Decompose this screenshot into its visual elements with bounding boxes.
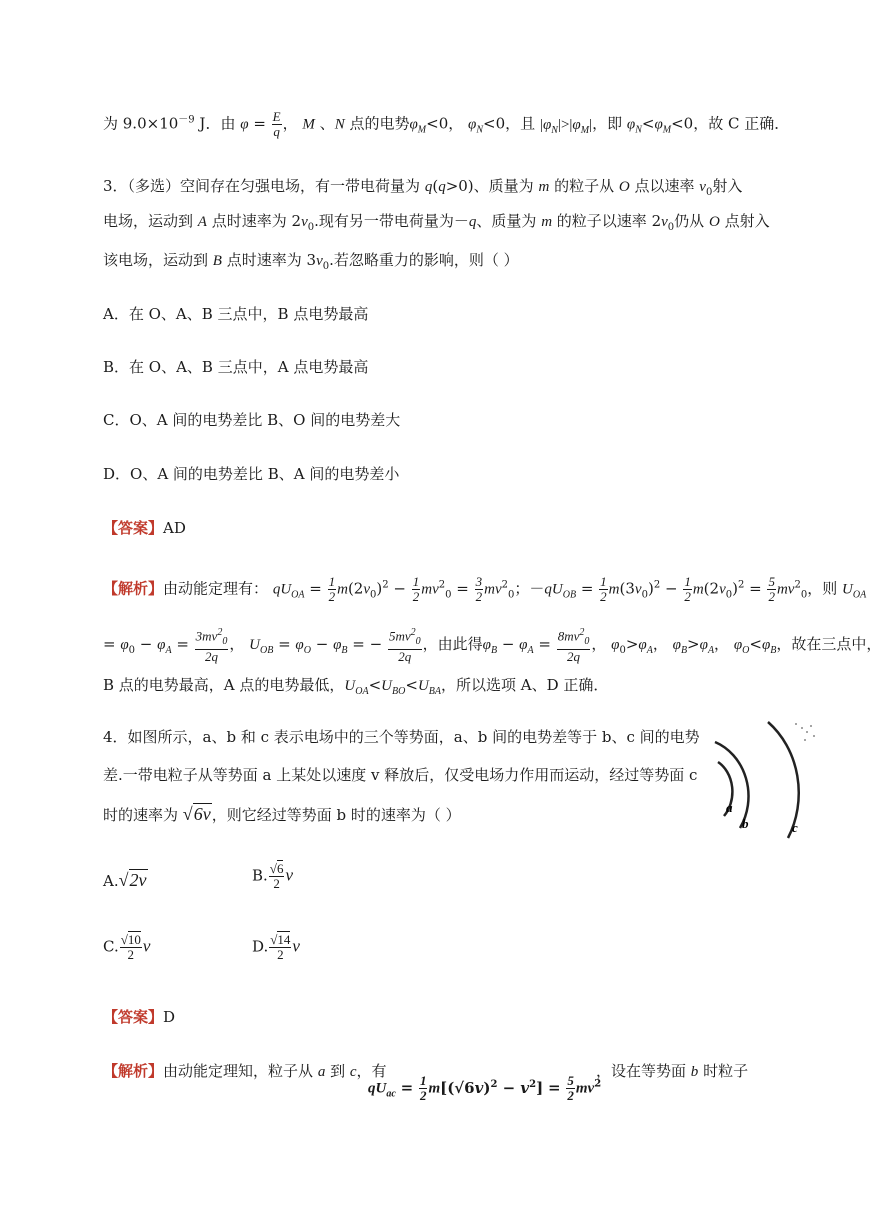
question-4-line-3: 时的速率为 √6v，则它经过等势面 b 时的速率为（ ） bbox=[103, 804, 461, 824]
question-4-analysis-line-1-tail: ，设在等势面 b 时粒子 bbox=[596, 1062, 749, 1080]
question-4-option-b: B. $\frac{√6}{2}$ v bbox=[252, 861, 293, 891]
question-3-line-1: 3．（多选）空间存在匀强电场，有一带电荷量为 q(q>0)、质量为 m 的粒子从 O 点以速率 $v_0$射入 bbox=[103, 177, 743, 198]
question-4-option-a: A.√2v bbox=[103, 870, 147, 890]
question-3-analysis-line-2: = $\varphi_0 - \varphi_A$ = $\frac{3mv^2_0}{2q}$ ， $U_{OB} = \varphi_O - \varphi_B$ = − $\frac{5mv^2_0}{2q}$ ，由此得$\varphi_B - \varphi_A$ = $\frac{8mv^2_0}{2q}$ ， $\varphi_0>\varphi_A$， $\varphi_B>\varphi_A$， $\varphi_O<\varphi_B$，故在三点中， bbox=[103, 627, 881, 664]
question-3-option-c: C．O、A 间的电势差比 B、O 间的电势差大 bbox=[103, 411, 401, 429]
question-3-line-2: 电场，运动到 A 点时速率为 $2v_0$.现有另一带电荷量为－q、质量为 m 的粒子以速率 $2v_0$仍从 O 点射入 bbox=[103, 212, 770, 233]
equipotential-surfaces-figure bbox=[710, 720, 820, 845]
label-b: b bbox=[742, 816, 749, 831]
question-4-option-d: D. $\frac{√14}{2}$ v bbox=[252, 932, 300, 962]
paragraph-continuation: 为 $9.0\times 10^{-9}$ J．由 φ = $\frac{E}{q}$ ， M 、N 点的电势$\varphi_M<0$， $\varphi_N<0$，且 $|\varphi_N|>|\varphi_M|$，即 $\varphi_N<\varphi_M<0$，故 C 正确． bbox=[103, 109, 790, 139]
speckle-dots bbox=[795, 723, 815, 741]
question-4-analysis-formula: $qU_{ac}$ = $\frac{1}{2}$ $m[(√6v)^2 - v^2]$ = $\frac{5}{2}$ $mv^2$ bbox=[368, 1073, 602, 1103]
sqrt-6-v: √6v bbox=[182, 804, 211, 824]
question-3-option-b: B．在 O、A、B 三点中，A 点电势最高 bbox=[103, 358, 369, 376]
question-4-option-c: C. $\frac{√10}{2}$ v bbox=[103, 932, 151, 962]
question-3-line-3: 该电场，运动到 B 点时速率为 $3v_0$.若忽略重力的影响，则（ ） bbox=[103, 251, 519, 272]
question-4-answer: 【答案】D bbox=[103, 1008, 176, 1026]
question-3-analysis-line-3: B 点的电势最高，A 点的电势最低，$U_{OA}<U_{BO}<U_{BA}$，所以选项 A、D 正确． bbox=[103, 676, 609, 697]
question-3-option-d: D．O、A 间的电势差比 B、A 间的电势差小 bbox=[103, 465, 400, 483]
question-4-line-2: 差.一带电粒子从等势面 a 上某处以速度 v 释放后，仅受电场力作用而运动，经过等势面 c bbox=[103, 766, 698, 784]
question-4-analysis-line-1: 【解析】由动能定理知，粒子从 a 到 c，有 bbox=[103, 1062, 387, 1080]
question-3-option-a: A．在 O、A、B 三点中，B 点电势最高 bbox=[103, 305, 369, 323]
question-3-answer: 【答案】AD bbox=[103, 519, 186, 537]
label-c: c bbox=[792, 820, 798, 835]
fraction-e-over-q: $\frac{E}{q}$ bbox=[272, 109, 281, 139]
label-a: a bbox=[726, 800, 733, 815]
question-4-line-1: 4．如图所示，a、b 和 c 表示电场中的三个等势面，a、b 间的电势差等于 b、c 间的电势 bbox=[103, 728, 700, 746]
question-3-analysis-line-1: 【解析】由动能定理有： $qU_{OA}$ = $\frac{1}{2}$ $m(2v_0)^2$ − $\frac{1}{2}$ $mv^2_0$ = $\frac{3}{2}$ $mv^2_0$；$-qU_{OB}$ = $\frac{1}{2}$ $m(3v_0)^2$ − $\frac{1}{2}$ $m(2v_0)^2$ = $\frac{5}{2}$ $mv^2_0$，则 $U_{OA}$ bbox=[103, 574, 867, 604]
